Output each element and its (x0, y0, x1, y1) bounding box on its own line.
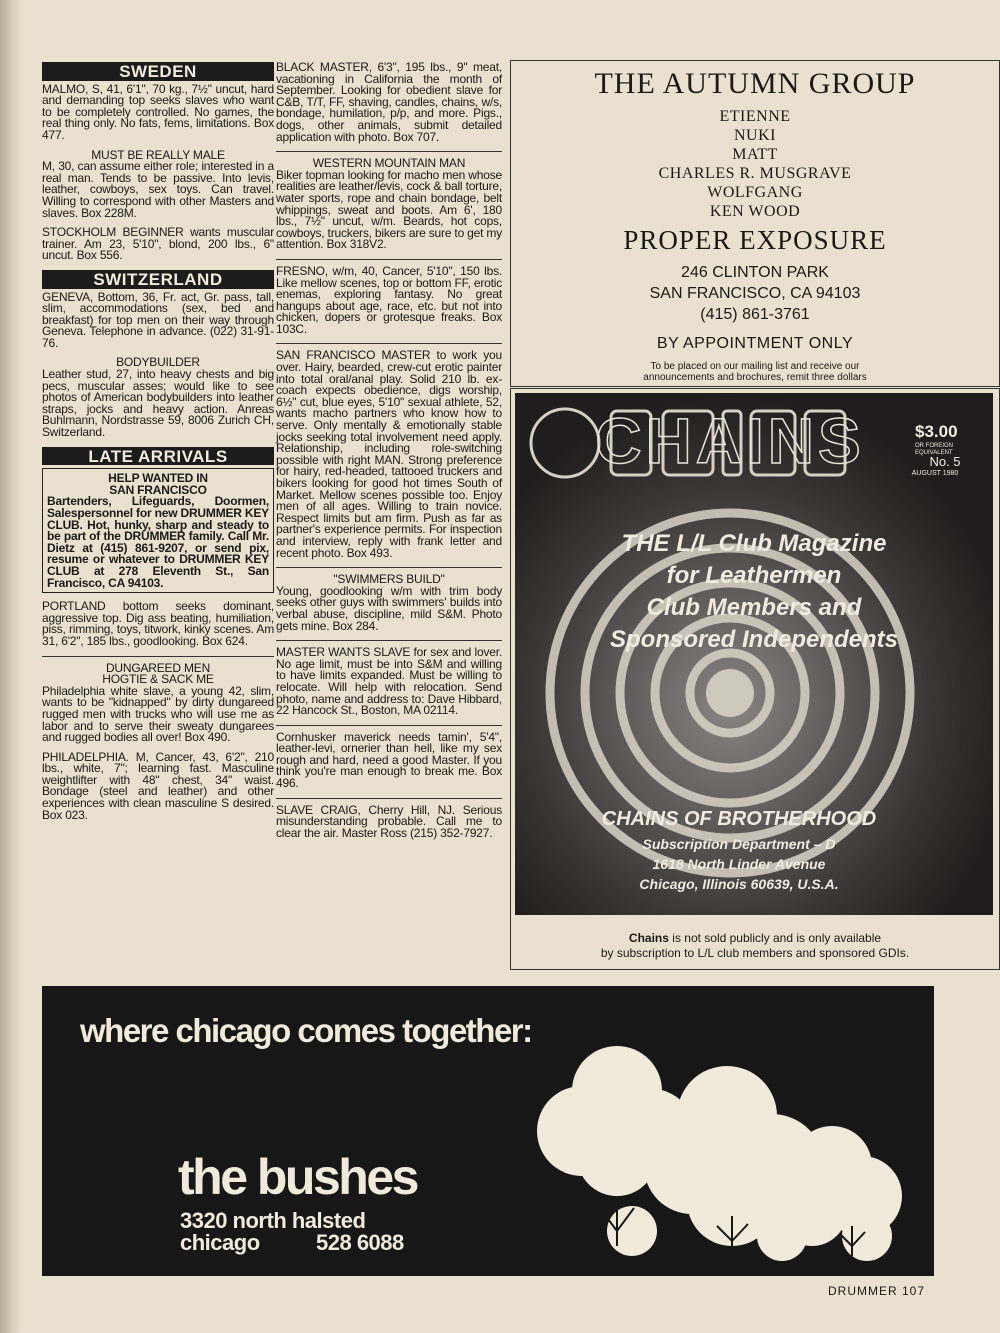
classified-ad (276, 263, 502, 336)
classified-ad (42, 289, 274, 350)
the-bushes-ad (42, 986, 934, 1276)
section-header-sweden: SWEDEN (42, 62, 274, 81)
ad-text: BLACK MASTER, 6'3", 195 lbs., 9" meat, vacationing in California the month of September. Looking for obedient slave for C&B, T/T, FF, shaving, candles, chains, w/s, bondage, humilation, p/p, and more. Pigs., dogs, other animals, submit detailed application with photo. Box 707. (276, 60, 502, 144)
caption-bold: Chains (628, 931, 669, 945)
classified-ad (276, 62, 502, 143)
page-spine-shadow (0, 0, 22, 1333)
ad-text: PORTLAND bottom seeks dominant, aggressive top. Dig ass beating, humiliation, piss, rimming, toys, titwork, kinky scenes. Am 31, 6'2", 185 lbs., goodlooking. Box 624. (42, 599, 274, 648)
classified-ad (42, 147, 274, 220)
divider (276, 259, 502, 260)
ad-text: GENEVA, Bottom, 36, Fr. act, Gr. pass, tall, slim, accommodations (sex, bed and breakfast) for top men on their way through Geneva. Telephone in advance. (022) 31-91-76. (42, 289, 274, 350)
orb (706, 669, 754, 717)
ad-text: Leather stud, 27, into heavy chests and big pecs, muscular asses; would like to see photos of American bodybuilders into leather straps, jocks and heavy action. Anreas Buhlmann, Nordstrasse 59, 8006 Zurich CH, Switzerland. (42, 367, 274, 440)
model-name: CHARLES R. MUSGRAVE (658, 165, 852, 182)
ad-text: MALMO, S, 41, 6'1", 70 kg., 7½" uncut, hard and demanding top seeks slaves who want to be completely controlled. No games, the real thing only. No fats, fems, limitations. Box 477. (42, 81, 274, 142)
divider (276, 798, 502, 799)
publisher-address: Chicago, Illinois 60639, U.S.A. (639, 876, 839, 892)
ad-heading: DUNGAREED MEN (105, 660, 211, 675)
ad-heading: SAN FRANCISCO (109, 482, 207, 497)
ad-heading: HOGTIE & SACK ME (102, 672, 214, 687)
appointment-note: BY APPOINTMENT ONLY (656, 335, 854, 352)
phone-number: 528 6088 (316, 1230, 404, 1255)
address-line: SAN FRANCISCO, CA 94103 (649, 285, 861, 302)
classified-ad (276, 647, 502, 717)
ad-heading: "SWIMMERS BUILD" (333, 572, 445, 587)
classified-ad (276, 574, 502, 632)
divider (42, 656, 274, 657)
ad-text: Biker topman looking for macho men whose realities are leather/levis, cock & ball torture, water sports, rope and chain bondage, belt whippings, sweat and boots. Am 6', 180 lbs., 7½" uncut, w/m. Beards, hot cops, cowboys, truckers, bikers are sure to get my attention. Box 318V2. (276, 167, 502, 252)
street-address: 3320 north halsted (180, 1208, 366, 1233)
classifieds-column-2 (276, 62, 502, 847)
ad-heading: MUST BE REALLY MALE (91, 147, 225, 162)
classified-ad (276, 158, 502, 251)
address-line: 246 CLINTON PARK (681, 264, 829, 281)
classified-ad (42, 749, 274, 822)
classified-ad (42, 660, 274, 745)
section-header-late-arrivals: LATE ARRIVALS (42, 447, 274, 466)
publisher-address: Subscription Department – D (642, 836, 836, 852)
ad-heading: WESTERN MOUNTAIN MAN (312, 156, 466, 171)
ad-text: STOCKHOLM BEGINNER wants muscular trainer. Am 23, 5'10", blond, 200 lbs., 6" uncut. Box 556. (42, 225, 274, 263)
classified-ad (42, 227, 274, 262)
ad-text: PHILADELPHIA. M, Cancer, 43, 6'2", 210 lbs., white, 7"; learning fast. Masculine weightlifter with 48" chest, 34" waist. Bondage (steel and leather) and other experiences with clean masculine S desired. Box 023. (42, 749, 274, 822)
city: chicago (180, 1230, 260, 1255)
ad-text: Bartenders, Lifeguards, Doormen, Salespersonnel for new DRUMMER KEY CLUB. Hot, hunky, sharp and steady to be part of the DRUMMER family. Call Mr. Dietz at (415) 861-9207, or send pix, resume or whatever to DRUMMER KEY CLUB at 278 Eleventh St., San Francisco, CA 94103. (47, 494, 269, 590)
caption-text: is not sold publicly and is only available (668, 931, 882, 945)
price-note: EQUIVALENT (915, 450, 953, 456)
ad-text: Cornhusker maverick needs tamin', 5'4", leather-levi, ornerier than hell, like my sex rough and hard, need a good Master. If you think you're man enough to break me. Box 496. (276, 729, 502, 791)
help-wanted-box (42, 468, 274, 593)
caption-text: by subscription to L/L club members and sponsored GDIs. (600, 946, 910, 960)
autumn-group-ad (510, 60, 1000, 387)
cover-tagline: Sponsored Independents (609, 626, 899, 653)
divider (276, 343, 502, 344)
ad-text: FRESNO, w/m, 40, Cancer, 5'10", 150 lbs. Like mellow scenes, top or bottom FF, erotic enemas, exploring fantasy. No great hangups about age, race, etc. but not into chicken, dopers or grotesque freaks. Box 103C. (276, 263, 502, 336)
issue-date: AUGUST 1980 (911, 470, 959, 477)
price-note: OR FOREIGN (915, 443, 954, 449)
model-name: ETIENNE (719, 108, 791, 125)
ad-text: MASTER WANTS SLAVE for sex and lover. No age limit, must be into S&M and willing to have limits expanded. Must be willing to relocate. Will help with relocation. Send photo, name and address to: Dave Hibbard, 22 Hancock St., Boston, MA 02114. (276, 645, 502, 718)
model-name: NUKI (734, 127, 776, 144)
cover-price: $3.00 (915, 422, 958, 441)
classified-ad (276, 729, 502, 791)
ad-text: Young, goodlooking w/m with trim body seeks other guys with swimmers' builds into verbal abuse, discipline, mild S&M. Photo gets mine. Box 284. (276, 583, 502, 633)
classified-ad (42, 357, 274, 438)
divider (276, 725, 502, 726)
classified-ad (42, 601, 274, 647)
ad-text: SAN FRANCISCO MASTER to work you over. Hairy, bearded, crew-cut erotic painter into total oral/anal play. Solid 210 lb. ex-coach expects obedience, digs worship, 6½" cut, blue eyes, 5'10" sexual athlete, 52, wants macho partners who know how to serve. Only mentally & emotionally stable jocks seeking total involvement need apply. Relationship, including role-switching possible with right MAN. Strong preference for hairy, red-headed, tattooed truckers and bikers looking for good hot times South of Market. Mellow scenes possible too. Enjoy men of all ages. Willing to train novice. Respect limits but am firm. Push as far as partner's experience permits. For inspection and interview, reply with frank letter and recent photo. Box 493. (276, 348, 502, 560)
ad-title: THE AUTUMN GROUP (594, 67, 916, 100)
magazine-cover (515, 393, 993, 915)
cover-tagline: THE L/L Club Magazine (621, 530, 887, 557)
classified-ad (42, 81, 274, 142)
cover-tagline: for Leathermen (666, 562, 842, 589)
cover-tagline: Club Members and (646, 594, 862, 621)
model-name: KEN WOOD (709, 203, 801, 220)
ad-heading: HELP WANTED IN (108, 471, 208, 486)
cover-art (515, 393, 993, 915)
divider (276, 640, 502, 641)
ad-heading: BODYBUILDER (116, 355, 200, 370)
chains-caption (511, 931, 999, 961)
divider (276, 567, 502, 568)
publisher-address: 1618 North Linder Avenue (652, 856, 826, 872)
ad-text: Philadelphia white slave, a young 42, slim, wants to be "kidnapped" by dirty dungareed rugged men with trucks who will use me as labor and to serve their sweaty dungarees and rugged bodies all over! Box 490. (42, 683, 274, 745)
ad-tagline: where chicago comes together: (80, 1012, 532, 1049)
section-header-switzerland: SWITZERLAND (42, 270, 274, 289)
divider (276, 151, 502, 152)
mailing-note: To be placed on our mailing list and receive our (650, 361, 860, 372)
bar-name: the bushes (178, 1149, 417, 1205)
ad-text: M, 30, can assume either role; interested in a real man. Tends to be passive. Into levis, leather, cowboys, sex toys. Can travel. Willing to correspond with other Masters and slaves. Box 228M. (42, 159, 274, 220)
page-folio: DRUMMER 107 (828, 1284, 926, 1298)
classified-ad (276, 350, 502, 559)
chains-magazine-ad (510, 388, 1000, 970)
phone-number: (415) 861-3761 (700, 306, 810, 323)
ad-subtitle: PROPER EXPOSURE (623, 225, 887, 255)
issue-number: No. 5 (929, 454, 961, 469)
classifieds-column-1 (42, 62, 274, 829)
publisher-name: CHAINS OF BROTHERHOOD (601, 808, 877, 830)
magazine-logo: CHAINS (595, 405, 865, 477)
ad-text: SLAVE CRAIG, Cherry Hill, NJ. Serious misunderstanding probable. Call me to clear the air. Master Ross (215) 352-7927. (276, 802, 502, 840)
bushes-tree-illustration (522, 1036, 922, 1266)
mailing-note: announcements and brochures, remit three dollars (643, 372, 867, 383)
model-name: WOLFGANG (707, 184, 803, 201)
classified-ad (276, 802, 502, 840)
model-name: MATT (732, 146, 778, 163)
